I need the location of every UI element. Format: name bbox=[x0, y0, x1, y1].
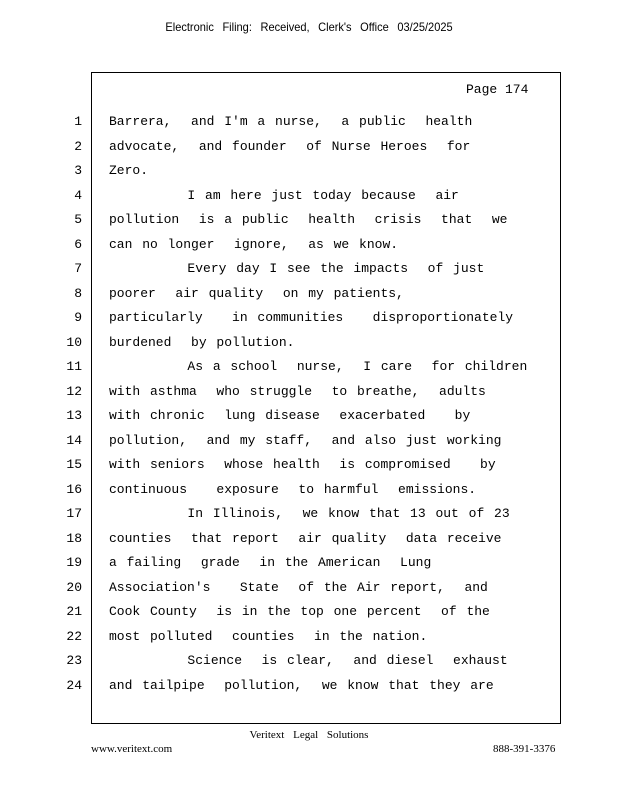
transcript-line: Cook County is in the top one percent of the bbox=[109, 604, 490, 619]
transcript-line: burdened by pollution. bbox=[109, 334, 295, 350]
transcript-line: counties that report air quality data receive bbox=[109, 530, 502, 546]
line-number: 18 bbox=[66, 530, 82, 546]
transcript-line: a failing grade in the American Lung bbox=[109, 555, 432, 570]
line-number: 11 bbox=[66, 359, 82, 374]
line-number: 13 bbox=[66, 408, 82, 423]
footer-company: Veritext Legal Solutions bbox=[249, 729, 369, 741]
line-number: 2 bbox=[74, 138, 82, 154]
transcript-line: Barrera, and I'm a nurse, a public health bbox=[109, 114, 473, 129]
transcript-text bbox=[109, 112, 549, 700]
line-number: 20 bbox=[66, 579, 82, 595]
transcript-line: poorer air quality on my patients, bbox=[109, 285, 404, 301]
transcript-line: can no longer ignore, as we know. bbox=[109, 236, 399, 252]
transcript-line: continuous exposure to harmful emissions. bbox=[109, 481, 477, 497]
line-number: 14 bbox=[66, 432, 82, 448]
transcript-line: particularly in communities disproportionately bbox=[109, 310, 514, 325]
transcript-line: In Illinois, we know that 13 out of 23 bbox=[109, 506, 510, 521]
footer-phone: 888-391-3376 bbox=[493, 743, 556, 755]
line-number: 19 bbox=[66, 555, 82, 570]
line-number: 21 bbox=[66, 604, 82, 619]
line-number: 22 bbox=[66, 628, 82, 644]
transcript-line: with chronic lung disease exacerbated by bbox=[109, 408, 471, 423]
line-number: 10 bbox=[66, 334, 82, 350]
line-number: 16 bbox=[66, 481, 82, 497]
footer-website[interactable]: www.veritext.com bbox=[91, 743, 173, 755]
transcript-line: I am here just today because air bbox=[109, 187, 459, 203]
line-number-column bbox=[60, 112, 82, 700]
transcript-line: Science is clear, and diesel exhaust bbox=[109, 653, 508, 668]
transcript-line: Every day I see the impacts of just bbox=[109, 261, 485, 276]
line-number: 4 bbox=[74, 187, 82, 203]
line-number: 3 bbox=[74, 163, 82, 178]
transcript-line: and tailpipe pollution, we know that they are bbox=[109, 677, 494, 693]
transcript-line: Association's State of the Air report, and bbox=[109, 579, 488, 595]
line-number: 1 bbox=[74, 114, 82, 129]
line-number: 9 bbox=[74, 310, 82, 325]
transcript-line: pollution is a public health crisis that we bbox=[109, 212, 508, 227]
transcript-line: As a school nurse, I care for children bbox=[109, 359, 528, 374]
filing-stamp: Electronic Filing: Received, Clerk's Office 03/25/2025 bbox=[165, 20, 453, 34]
transcript-line: Zero. bbox=[109, 163, 149, 178]
page-number: Page 174 bbox=[466, 82, 529, 97]
line-number: 8 bbox=[74, 285, 82, 301]
line-number: 5 bbox=[74, 212, 82, 227]
transcript-line: with asthma who struggle to breathe, adults bbox=[109, 383, 486, 399]
transcript-line: advocate, and founder of Nurse Heroes for bbox=[109, 138, 471, 154]
line-number: 23 bbox=[66, 653, 82, 668]
transcript-line: with seniors whose health is compromised by bbox=[109, 457, 496, 472]
line-number: 24 bbox=[66, 677, 82, 693]
line-number: 15 bbox=[66, 457, 82, 472]
transcript-line: pollution, and my staff, and also just working bbox=[109, 432, 502, 448]
transcript-line: most polluted counties in the nation. bbox=[109, 628, 428, 644]
line-number: 7 bbox=[74, 261, 82, 276]
line-number: 6 bbox=[74, 236, 82, 252]
line-number: 12 bbox=[66, 383, 82, 399]
line-number: 17 bbox=[66, 506, 82, 521]
